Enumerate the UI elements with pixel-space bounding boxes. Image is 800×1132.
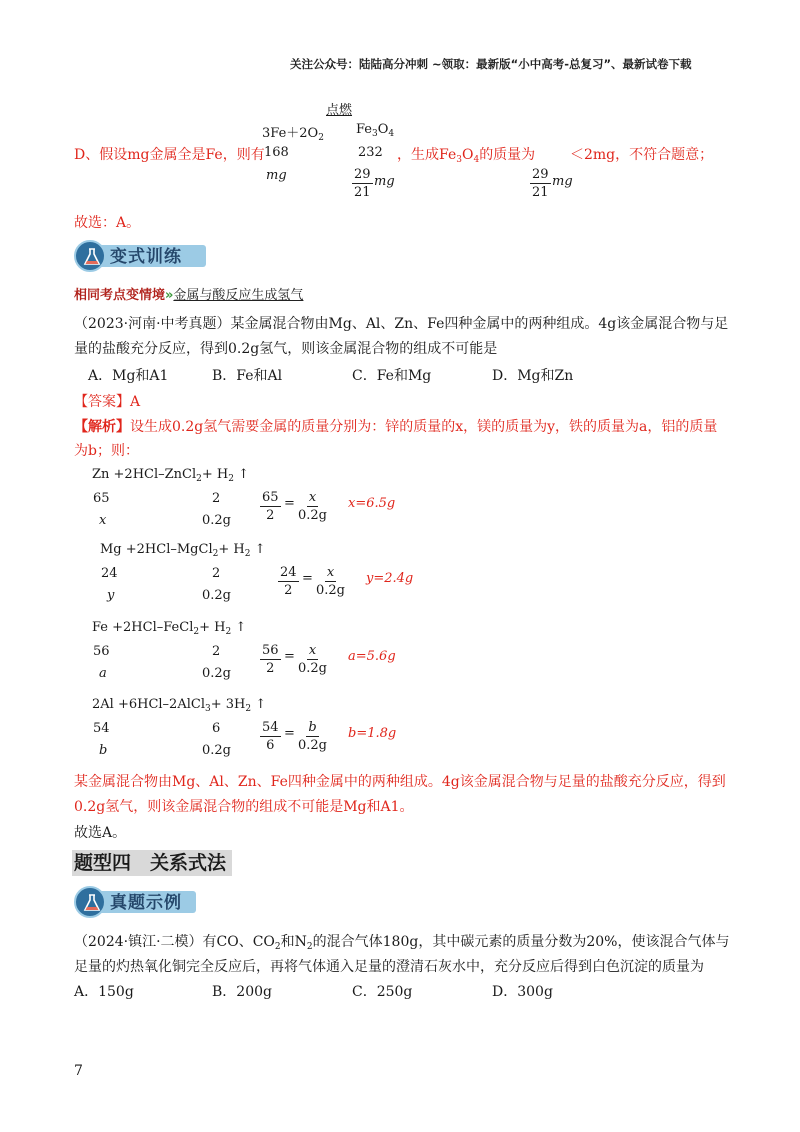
banner-variant-training: 变式训练 — [74, 240, 206, 272]
fraction-fe3o4-mass-2: $\frac{29}{21}$ — [532, 167, 549, 200]
option-a: A．Mg和A1 — [88, 368, 169, 384]
ratio-fraction-left: $\frac{24}{2}$ — [280, 565, 297, 598]
result-value: y=2.4g — [366, 571, 414, 586]
ratio-fraction-left: $\frac{65}{2}$ — [262, 490, 279, 523]
equation-fe-o2: $3Fe+2O_2$ — [262, 126, 324, 143]
h2-mass: 0.2g — [202, 513, 231, 528]
fraction-fe3o4-mass: $\frac{29}{21}$ — [354, 167, 371, 200]
section-title: 题型四 关系式法 — [72, 850, 232, 876]
question-line-2: 量的盐酸充分反应，得到0.2g氢气，则该金属混合物的组成不可能是 — [74, 341, 498, 357]
reaction-condition: 点燃 — [326, 103, 353, 118]
equation-fe3o4: $Fe_3O_4$ — [356, 122, 395, 139]
h2-molar-mass: 2 — [212, 566, 221, 581]
flask-icon — [74, 886, 106, 918]
answer: 【答案】A — [74, 394, 141, 410]
conclusion-2: 故选A。 — [74, 825, 127, 841]
equals-sign: = — [284, 726, 295, 741]
result-value: b=1.8g — [348, 726, 397, 741]
ratio-fraction-left: $\frac{56}{2}$ — [262, 643, 279, 676]
variant-tag: 相同考点变情境»金属与酸反应生成氢气 — [74, 288, 304, 303]
question-line-1: （2023·河南·中考真题）某金属混合物由Mg、Al、Zn、Fe四种金属中的两种组成。4g该金属混合物与足 — [74, 316, 729, 332]
reaction-equation: 2Al +6HCl–2AlCl$_3$+ $3H_2$ ↑ — [92, 697, 267, 714]
h2-molar-mass: 2 — [212, 491, 221, 506]
frac-var-1: mg — [374, 174, 395, 189]
conclusion-1: 故选：A。 — [74, 215, 141, 231]
h2-mass: 0.2g — [202, 743, 231, 758]
ratio-fraction-right: $\frac{x}{0.2g}$ — [298, 643, 327, 676]
equals-sign: = — [284, 496, 295, 511]
equals-sign: = — [302, 571, 313, 586]
metal-mass-var: a — [99, 666, 107, 681]
reaction-equation: Mg +2HCl–MgCl$_2$+ $H_2$ ↑ — [100, 542, 266, 559]
h2-molar-mass: 6 — [212, 721, 221, 736]
option-d-product: ，生成$Fe_3O_4$的质量为 — [397, 147, 536, 165]
h2-molar-mass: 2 — [212, 644, 221, 659]
equals-sign: = — [284, 649, 295, 664]
q2-option-c: C．250g — [352, 984, 413, 1000]
metal-mass-var: b — [99, 743, 108, 758]
mass-fe3o4: 232 — [358, 145, 383, 160]
q2-option-a: A．150g — [74, 984, 134, 1000]
metal-molar-mass: 24 — [101, 566, 118, 581]
banner-real-exam: 真题示例 — [74, 886, 196, 918]
metal-molar-mass: 56 — [93, 644, 110, 659]
h2-mass: 0.2g — [202, 666, 231, 681]
h2-mass: 0.2g — [202, 588, 231, 603]
page-header: 关注公众号：陆陆高分冲刺 ~领取：最新版“小中高考-总复习”、最新试卷下载 — [290, 57, 692, 71]
ratio-fraction-left: $\frac{54}{6}$ — [262, 720, 279, 753]
metal-molar-mass: 65 — [93, 491, 110, 506]
ratio-fraction-right: $\frac{x}{0.2g}$ — [316, 565, 345, 598]
result-value: a=5.6g — [348, 649, 396, 664]
reaction-equation: Fe +2HCl–FeCl$_2$+ $H_2$ ↑ — [92, 620, 247, 637]
option-d-text: D、假设mg金属全是Fe，则有 — [74, 147, 265, 163]
metal-mass-var: x — [99, 513, 107, 528]
var-mg: mg — [266, 168, 287, 183]
mass-fe: 168 — [264, 145, 289, 160]
reaction-equation: Zn +2HCl–ZnCl$_2$+ $H_2$ ↑ — [92, 467, 250, 484]
ratio-fraction-right: $\frac{b}{0.2g}$ — [298, 720, 327, 753]
option-b: B．Fe和Al — [212, 368, 283, 384]
metal-molar-mass: 54 — [93, 721, 110, 736]
result-value: x=6.5g — [348, 496, 396, 511]
page-number: 7 — [74, 1063, 83, 1079]
question2-line-2: 足量的灼热氧化铜完全反应后，再将气体通入足量的澄清石灰水中，充分反应后得到白色沉淀的质量为 — [74, 959, 704, 975]
option-d-conclusion: ＜2mg，不符合题意； — [570, 147, 714, 163]
analysis-line-2: 为b；则： — [74, 443, 139, 459]
summary-line-2: 0.2g氢气，则该金属混合物的组成不可能是Mg和A1。 — [74, 799, 414, 815]
flask-icon — [74, 240, 106, 272]
metal-mass-var: y — [107, 588, 115, 603]
summary-line-1: 某金属混合物由Mg、Al、Zn、Fe四种金属中的两种组成。4g该金属混合物与足量的盐酸充分反应，得到 — [74, 774, 726, 790]
q2-option-b: B．200g — [212, 984, 272, 1000]
q2-option-d: D．300g — [492, 984, 553, 1000]
option-c: C．Fe和Mg — [352, 368, 432, 384]
question2-line-1: （2024·镇江·二模）有CO、$CO_2$和$N_2$的混合气体180g，其中碳元素的质量分数为20%，使该混合气体与 — [74, 934, 730, 952]
analysis-line-1: 【解析】设生成0.2g氢气需要金属的质量分别为：锌的质量的x，镁的质量为y，铁的质量为a，铝的质量 — [74, 419, 718, 435]
ratio-fraction-right: $\frac{x}{0.2g}$ — [298, 490, 327, 523]
frac-var-2: mg — [552, 174, 573, 189]
option-d: D．Mg和Zn — [492, 368, 574, 384]
